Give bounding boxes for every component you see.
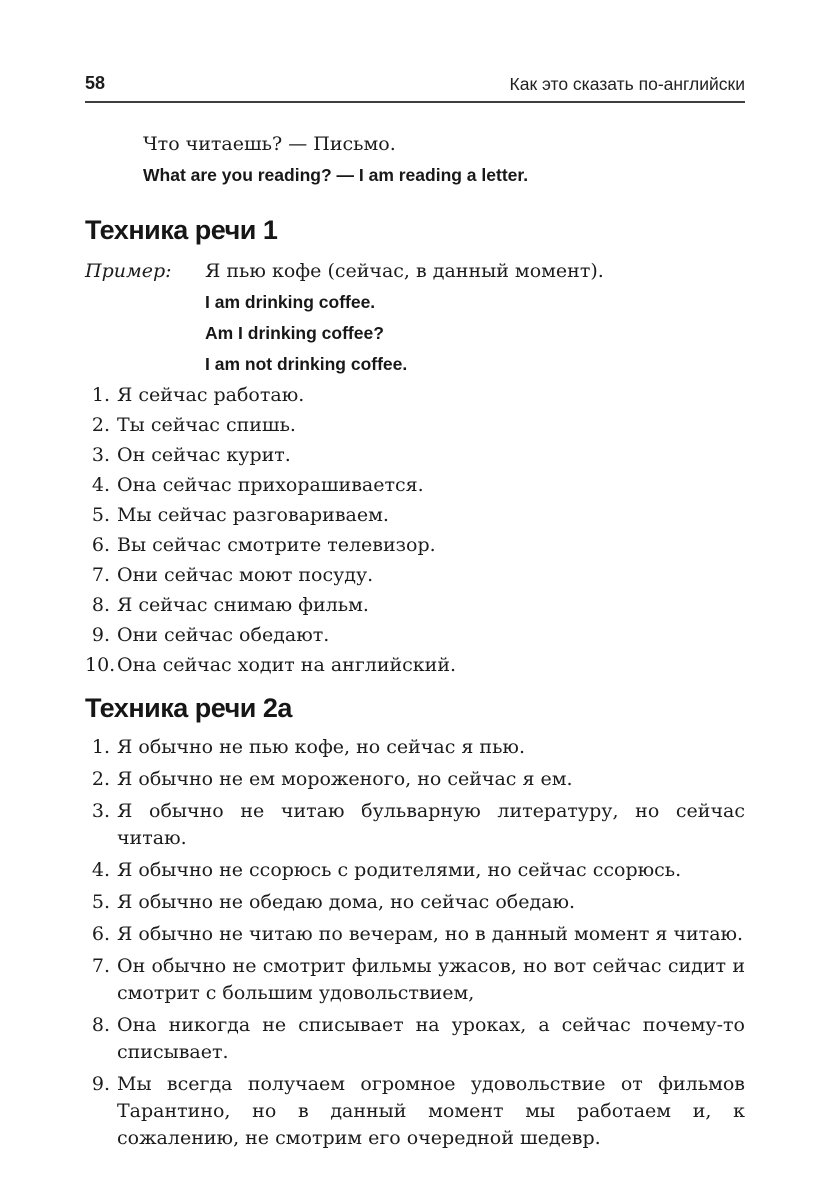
example-label: Пример:: [85, 259, 172, 282]
list-item-text: Она никогда не списывает на уроках, а сейчас почему-то списывает.: [117, 1013, 745, 1063]
list-item-text: Они сейчас моют посуду.: [117, 563, 374, 586]
list-item-number: 2.: [91, 413, 110, 436]
list-item: [85, 502, 745, 529]
list-item: [85, 652, 745, 679]
list-item: [85, 472, 745, 499]
list-item: [85, 953, 745, 1007]
list-item: [85, 1012, 745, 1066]
list-item: [85, 798, 745, 852]
list-item-text: Я сейчас снимаю фильм.: [117, 593, 369, 616]
list-item-text: Я сейчас работаю.: [117, 383, 305, 406]
example-english-affirmative: I am drinking coffee.: [205, 291, 376, 312]
list-item: [85, 592, 745, 619]
list-item-number: 7.: [91, 954, 110, 977]
list-item-text: Вы сейчас смотрите телевизор.: [117, 533, 436, 556]
example-block: [85, 256, 745, 380]
section-title-technika-rechi-2a: Техника речи 2а: [85, 692, 292, 723]
list-item-number: 1.: [91, 383, 110, 406]
list-item-text: Я обычно не читаю бульварную литературу, но сейчас читаю.: [117, 799, 745, 849]
list-item-text: Мы сейчас разговариваем.: [117, 503, 389, 526]
list-item-number: 9.: [91, 623, 110, 646]
list-item: [85, 857, 745, 884]
exercise-list-2a: [85, 734, 745, 1152]
list-item: [85, 442, 745, 469]
list-item: [85, 1071, 745, 1152]
list-item-number: 3.: [91, 799, 110, 822]
page-number: 58: [85, 73, 106, 93]
section-title-technika-rechi-1: Техника речи 1: [85, 214, 278, 245]
list-item: [85, 562, 745, 589]
exercise-list-1: [85, 382, 745, 679]
dialogue-english-line: What are you reading? — I am reading a letter.: [143, 164, 529, 185]
list-item-number: 1.: [91, 735, 110, 758]
list-item-text: Я обычно не ем мороженого, но сейчас я ем.: [117, 767, 573, 790]
example-english-negative: I am not drinking coffee.: [205, 353, 408, 374]
list-item-text: Ты сейчас спишь.: [117, 413, 296, 436]
list-item: [85, 532, 745, 559]
list-item-number: 5.: [91, 503, 110, 526]
list-item-text: Они сейчас обедают.: [117, 623, 330, 646]
list-item: [85, 889, 745, 916]
list-item: [85, 734, 745, 761]
dialogue-russian-line: Что читаешь? — Письмо.: [143, 132, 396, 155]
list-item-text: Я обычно не пью кофе, но сейчас я пью.: [117, 735, 526, 758]
list-item-text: Она сейчас ходит на английский.: [117, 653, 457, 676]
list-item-number: 2.: [91, 767, 110, 790]
list-item-text: Я обычно не читаю по вечерам, но в данный момент я читаю.: [117, 922, 744, 945]
list-item-number: 9.: [91, 1072, 110, 1095]
running-title: Как это сказать по-английски: [509, 73, 745, 94]
example-english-question: Am I drinking coffee?: [205, 322, 384, 343]
list-item-number: 3.: [91, 443, 110, 466]
list-item-text: Она сейчас прихорашивается.: [117, 473, 424, 496]
list-item-text: Он обычно не смотрит фильмы ужасов, но вот сейчас сидит и смотрит с большим удовольствием,: [117, 954, 745, 1004]
list-item: [85, 921, 745, 948]
list-item-text: Я обычно не обедаю дома, но сейчас обедаю.: [117, 890, 576, 913]
list-item-number: 4.: [91, 858, 110, 881]
list-item-number: 4.: [91, 473, 110, 496]
list-item: [85, 622, 745, 649]
list-item: [85, 766, 745, 793]
list-item-text: Я обычно не ссорюсь с родителями, но сейчас ссорюсь.: [117, 858, 682, 881]
list-item: [85, 382, 745, 409]
example-lines: [205, 256, 745, 380]
page-header: [85, 74, 745, 103]
dialogue-block: [143, 129, 745, 191]
example-russian-line: Я пью кофе (сейчас, в данный момент).: [205, 259, 604, 282]
list-item-number: 8.: [91, 1013, 110, 1036]
list-item-text: Он сейчас курит.: [117, 443, 291, 466]
list-item-number: 6.: [91, 922, 110, 945]
list-item-number: 10.: [85, 653, 116, 676]
list-item-number: 8.: [91, 593, 110, 616]
list-item-text: Мы всегда получаем огромное удовольствие от фильмов Тарантино, но в данный момент мы работаем и, к сожалению, не смотрим его очередной шедевр.: [117, 1072, 745, 1149]
list-item-number: 5.: [91, 890, 110, 913]
list-item-number: 7.: [91, 563, 110, 586]
list-item: [85, 412, 745, 439]
list-item-number: 6.: [91, 533, 110, 556]
